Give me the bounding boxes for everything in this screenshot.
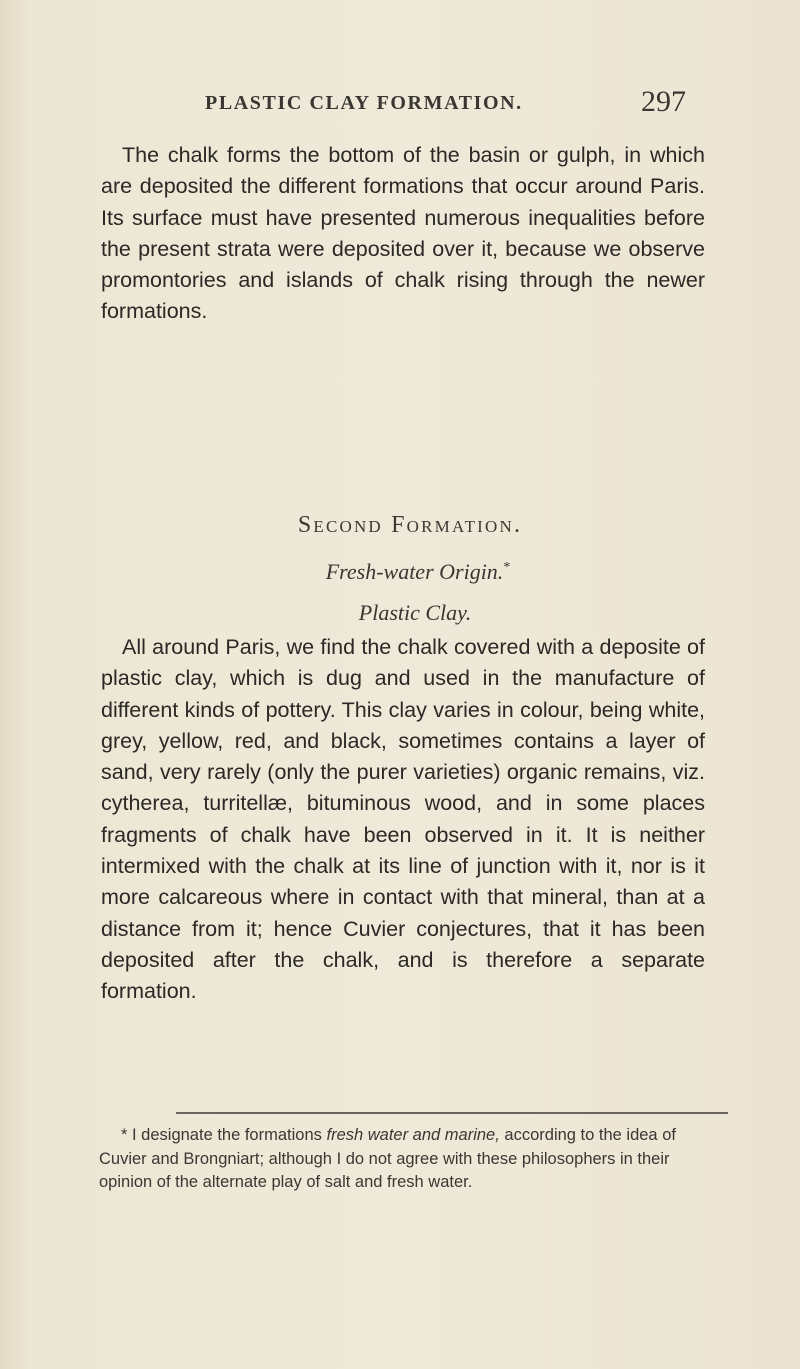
footnote xyxy=(99,1124,711,1195)
subheading-origin-text: Fresh-water Origin. xyxy=(325,559,504,584)
paragraph-chalk: The chalk forms the bottom of the basin or gulph, in which are deposited the different formations that occur around Paris. Its surface must have presented numerous inequalities before the present strata were deposited over it, because we observe promontories and islands of chalk rising through the newer formations. xyxy=(101,143,705,324)
subheading-origin xyxy=(108,559,728,585)
page-number: 297 xyxy=(641,85,686,118)
section-heading: Second Formation. xyxy=(297,512,523,538)
footnote-reference: * xyxy=(503,560,511,575)
paragraph-plastic-clay: All around Paris, we find the chalk covered with a deposite of plastic clay, which is dug and used in the manufacture of different kinds of pottery. This clay varies in colour, being white, grey, yellow, red, and black, sometimes contains a layer of sand, very rarely (only the purer varieties) organic remains, viz. cytherea, turritellæ, bituminous wood, and in some places fragments of chalk have been observed in it. It is neither intermixed with the chalk at its line of junction with it, nor is it more calcareous where in contact with that mineral, than at a distance from it; hence Cuvier conjectures, that it has been deposited after the chalk, and is therefore a separate formation. xyxy=(101,635,705,1004)
page-header xyxy=(200,83,700,123)
footnote-divider xyxy=(176,1112,728,1114)
running-head: PLASTIC CLAY FORMATION. xyxy=(205,92,523,114)
footnote-marker: * xyxy=(121,1126,128,1144)
subheading-plastic-clay: Plastic Clay. xyxy=(358,600,472,625)
footnote-italic: fresh water and marine, xyxy=(326,1126,500,1144)
footnote-text-before: I designate the formations xyxy=(132,1126,322,1144)
footnote-text-after: according to the idea of Cuvier and Brongniart; although I do not agree with these philosophers in their opinion of the alternate play of salt and fresh water. xyxy=(99,1126,676,1191)
